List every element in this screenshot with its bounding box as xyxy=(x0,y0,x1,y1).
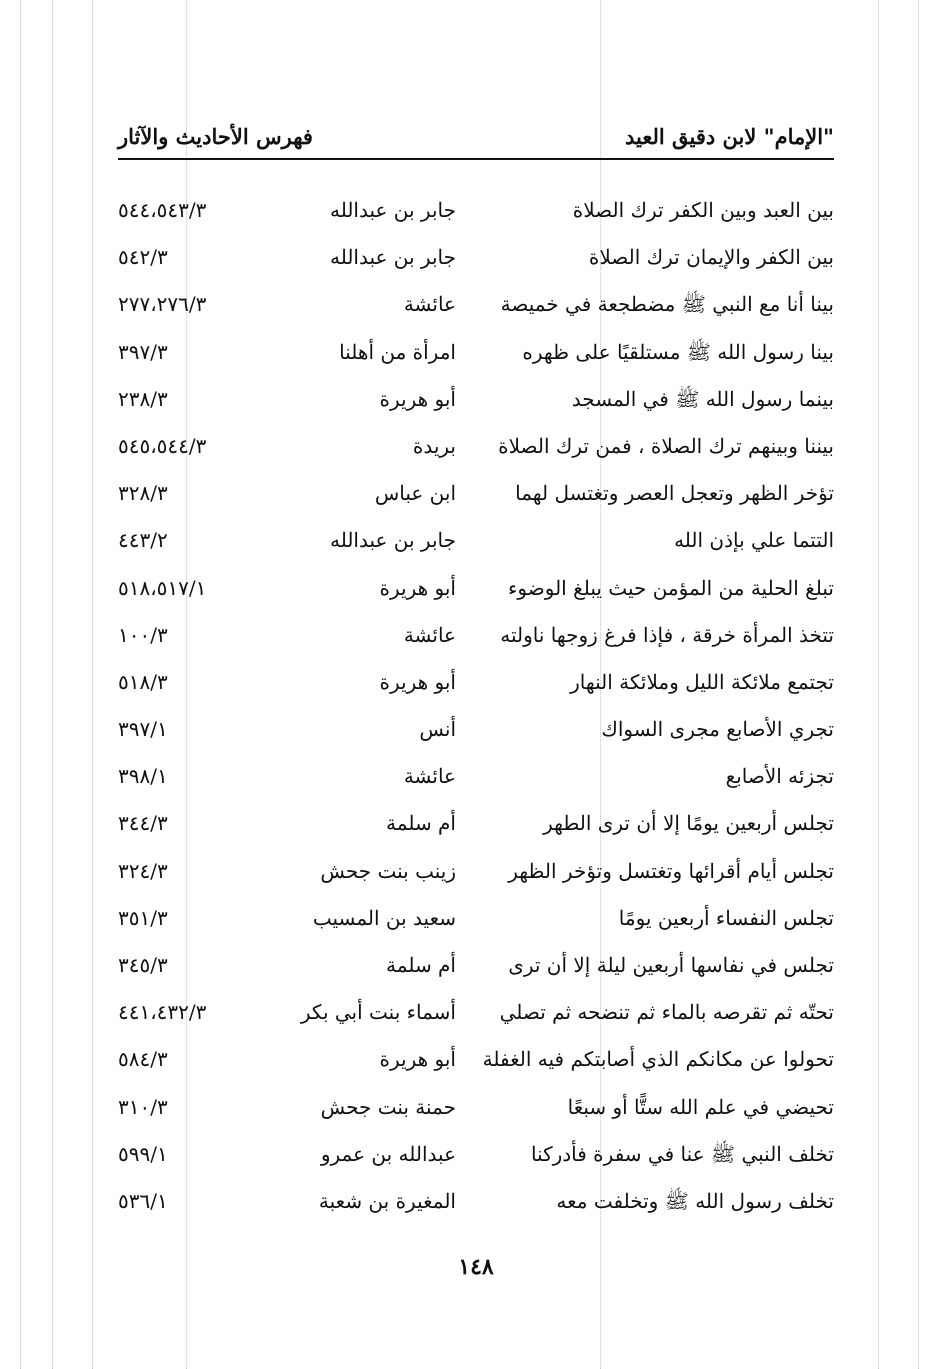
narrator: عائشة xyxy=(403,292,456,317)
index-row xyxy=(118,568,834,615)
volume-page-reference: ٣٩٨/١ xyxy=(118,764,168,789)
narrator: أبو هريرة xyxy=(379,1047,456,1072)
volume-page-reference: ٣٤٤/٣ xyxy=(118,811,168,836)
index-row xyxy=(118,1087,834,1134)
volume-page-reference: ٣٢٤/٣ xyxy=(118,858,168,883)
hadith-text: التتما علي بإذن الله xyxy=(674,528,834,553)
volume-page-reference: ٥٨٤/٣ xyxy=(118,1047,168,1072)
volume-page-reference: ٣٤٥/٣ xyxy=(118,953,168,977)
narrator: أبو هريرة xyxy=(379,575,456,600)
volume-page-reference: ٥٤٥،٥٤٤/٣ xyxy=(118,433,207,458)
book-page xyxy=(118,0,834,1369)
running-header xyxy=(118,124,834,158)
narrator: أسماء بنت أبي بكر xyxy=(300,1000,456,1025)
volume-page-reference: ٣٥١/٣ xyxy=(118,905,168,930)
volume-page-reference: ٤٤٣/٢ xyxy=(118,528,168,553)
index-row xyxy=(118,992,834,1039)
hadith-index-list xyxy=(118,190,834,1228)
index-row xyxy=(118,379,834,426)
hadith-text: تجلس أيام أقرائها وتغتسل وتؤخر الظهر xyxy=(508,858,834,883)
hadith-text: تجري الأصابع مجرى السواك xyxy=(601,717,834,742)
narrator: حمنة بنت جحش xyxy=(320,1094,456,1119)
hadith-text: بينا رسول الله ﷺ مستلقيًا على ظهره xyxy=(522,339,834,364)
hadith-text: تجزئه الأصابع xyxy=(725,764,834,789)
volume-page-reference: ٥١٨،٥١٧/١ xyxy=(118,575,207,600)
scan-artifact-line xyxy=(92,0,93,1369)
narrator: بريدة xyxy=(412,433,456,458)
narrator: جابر بن عبدالله xyxy=(329,198,456,222)
narrator: زينب بنت جحش xyxy=(320,858,456,883)
volume-page-reference: ٥٤٢/٣ xyxy=(118,245,168,270)
index-row xyxy=(118,709,834,756)
hadith-text: تجلس في نفاسها أربعين ليلة إلا أن ترى xyxy=(508,953,834,977)
index-row xyxy=(118,520,834,567)
hadith-text: بيننا وبينهم ترك الصلاة ، فمن ترك الصلاة xyxy=(498,433,834,458)
index-row xyxy=(118,898,834,945)
scan-artifact-line xyxy=(918,0,919,1369)
narrator: أم سلمة xyxy=(386,811,456,836)
scan-artifact-line xyxy=(20,0,21,1369)
narrator: أبو هريرة xyxy=(379,669,456,694)
page-number: ١٤٨ xyxy=(458,1254,494,1280)
index-row xyxy=(118,945,834,992)
hadith-text: تخلف النبي ﷺ عنا في سفرة فأدركنا xyxy=(530,1141,834,1166)
section-title: فهرس الأحاديث والآثار xyxy=(118,124,313,149)
index-row xyxy=(118,284,834,331)
index-row xyxy=(118,237,834,284)
scan-artifact-line xyxy=(52,0,53,1369)
index-row xyxy=(118,473,834,520)
hadith-text: تخلف رسول الله ﷺ وتخلفت معه xyxy=(556,1188,834,1213)
narrator: جابر بن عبدالله xyxy=(329,528,456,553)
index-row xyxy=(118,803,834,850)
hadith-text: بين الكفر والإيمان ترك الصلاة xyxy=(588,245,834,270)
volume-page-reference: ٥٩٩/١ xyxy=(118,1141,168,1166)
index-row xyxy=(118,426,834,473)
volume-page-reference: ٥٤٤،٥٤٣/٣ xyxy=(118,198,207,222)
index-row xyxy=(118,332,834,379)
volume-page-reference: ٤٤١،٤٣٢/٣ xyxy=(118,1000,207,1025)
hadith-text: بينما رسول الله ﷺ في المسجد xyxy=(571,386,834,411)
hadith-text: بينا أنا مع النبي ﷺ مضطجعة في خميصة xyxy=(500,292,834,317)
index-row xyxy=(118,851,834,898)
volume-page-reference: ٥٣٦/١ xyxy=(118,1188,168,1213)
volume-page-reference: ٣٩٧/٣ xyxy=(118,339,168,364)
volume-page-reference: ٣٢٨/٣ xyxy=(118,481,168,506)
narrator: امرأة من أهلنا xyxy=(339,339,456,364)
hadith-text: تبلغ الحلية من المؤمن حيث يبلغ الوضوء xyxy=(508,575,834,600)
hadith-text: تحولوا عن مكانكم الذي أصابتكم فيه الغفلة xyxy=(482,1047,834,1072)
hadith-text: تجتمع ملائكة الليل وملائكة النهار xyxy=(570,669,834,694)
narrator: أبو هريرة xyxy=(379,386,456,411)
index-row xyxy=(118,615,834,662)
hadith-text: تتخذ المرأة خرقة ، فإذا فرغ زوجها ناولته xyxy=(500,622,834,647)
header-divider xyxy=(118,158,834,160)
narrator: سعيد بن المسيب xyxy=(312,905,456,930)
index-row xyxy=(118,1039,834,1086)
index-row xyxy=(118,1134,834,1181)
index-row xyxy=(118,662,834,709)
volume-page-reference: ٢٧٧،٢٧٦/٣ xyxy=(118,292,207,317)
narrator: أنس xyxy=(419,717,456,742)
book-title: "الإمام" لابن دقيق العيد xyxy=(624,124,834,149)
index-row xyxy=(118,756,834,803)
narrator: جابر بن عبدالله xyxy=(329,245,456,270)
index-row xyxy=(118,1181,834,1228)
volume-page-reference: ٣٩٧/١ xyxy=(118,717,168,742)
hadith-text: تحيضي في علم الله ستًّا أو سبعًا xyxy=(567,1094,834,1119)
narrator: المغيرة بن شعبة xyxy=(318,1188,456,1213)
volume-page-reference: ٥١٨/٣ xyxy=(118,669,168,694)
narrator: أم سلمة xyxy=(386,953,456,977)
hadith-text: تؤخر الظهر وتعجل العصر وتغتسل لهما xyxy=(515,481,834,506)
narrator: ابن عباس xyxy=(374,481,456,506)
index-row xyxy=(118,190,834,237)
volume-page-reference: ٣١٠/٣ xyxy=(118,1094,168,1119)
scan-artifact-line xyxy=(878,0,879,1369)
narrator: عائشة xyxy=(403,764,456,789)
volume-page-reference: ٢٣٨/٣ xyxy=(118,386,168,411)
narrator: عبدالله بن عمرو xyxy=(320,1141,456,1166)
volume-page-reference: ١٠٠/٣ xyxy=(118,622,168,647)
narrator: عائشة xyxy=(403,622,456,647)
hadith-text: تحتّه ثم تقرصه بالماء ثم تنضحه ثم تصلي xyxy=(499,1000,834,1025)
hadith-text: تجلس أربعين يومًا إلا أن ترى الطهر xyxy=(543,811,834,836)
hadith-text: تجلس النفساء أربعين يومًا xyxy=(618,905,834,930)
hadith-text: بين العبد وبين الكفر ترك الصلاة xyxy=(572,198,834,222)
